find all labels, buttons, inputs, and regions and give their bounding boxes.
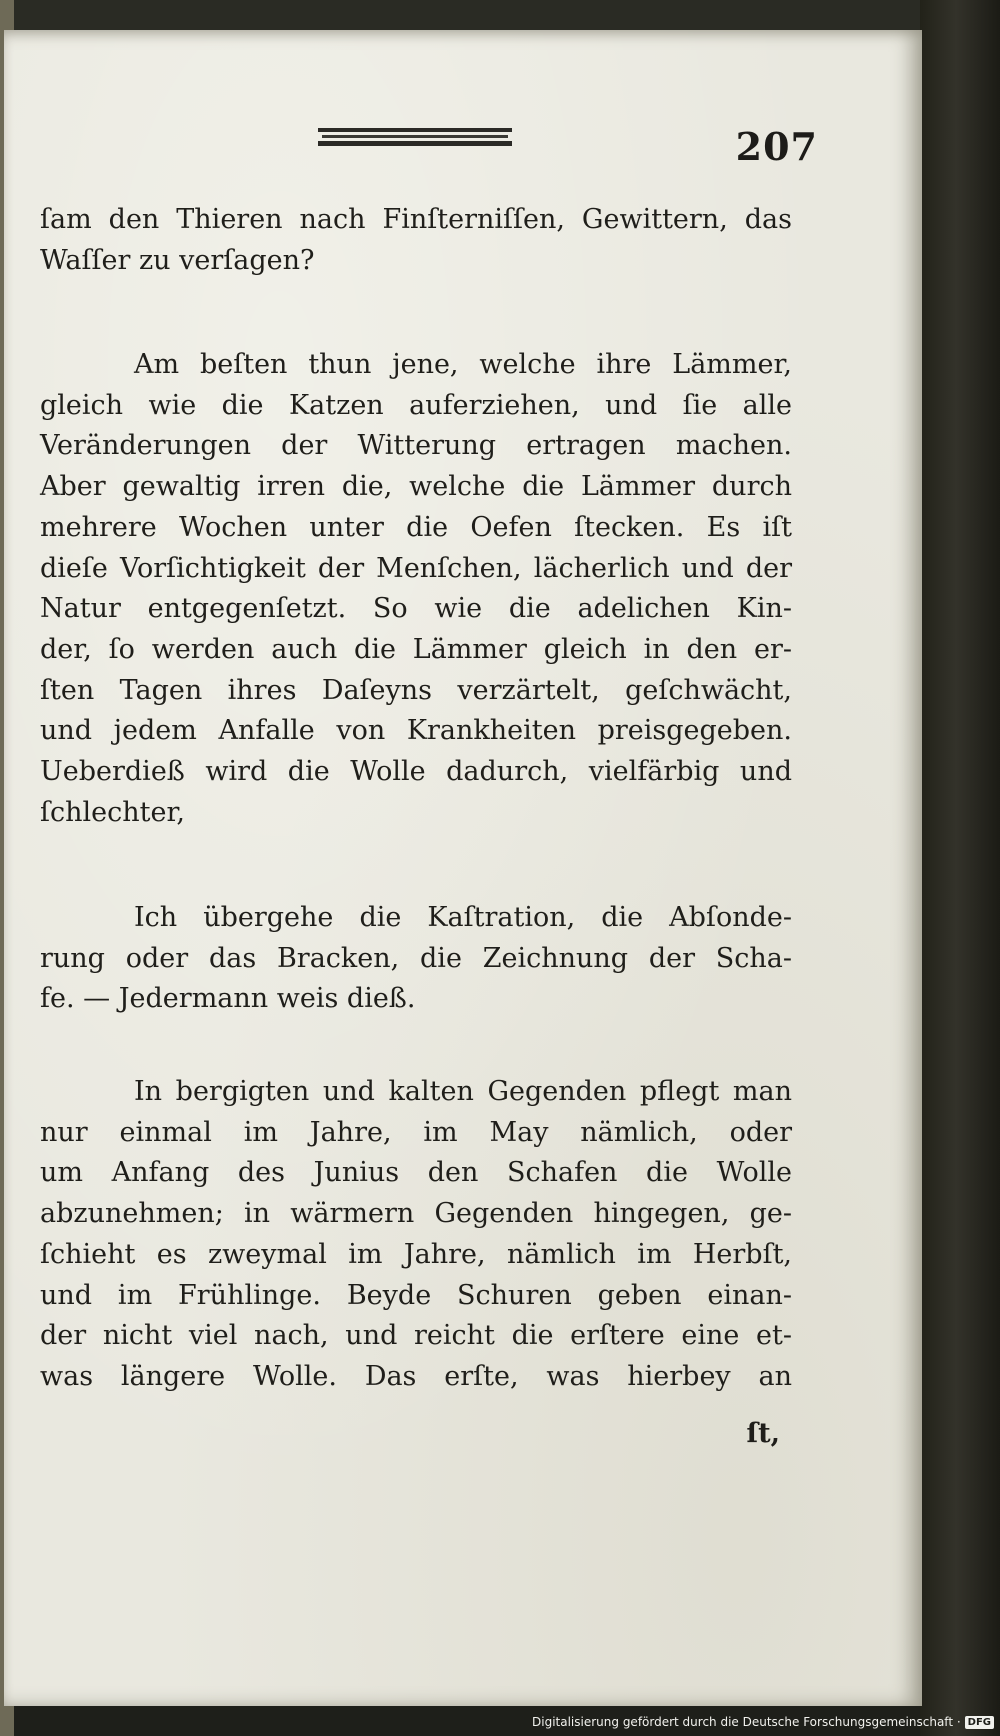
text-line: Natur entgegenſetzt. So wie die adelichen Kin- (40, 593, 792, 625)
text-line: Ueberdieß wird die Wolle dadurch, vielfärbig und (40, 756, 792, 788)
text-line: und im Frühlinge. Beyde Schuren geben einan- (40, 1279, 792, 1311)
text-line: Aber gewaltig irren die, welche die Lämmer durch (40, 471, 792, 503)
text-line: In bergigten und kalten Gegenden pflegt man (134, 1076, 792, 1107)
text-line: ſten Tagen ihres Daſeyns verzärtelt, geſchwächt, (40, 674, 792, 706)
text-line: abzunehmen; in wärmern Gegenden hingegen, ge- (40, 1198, 792, 1230)
book-spine (920, 0, 1000, 1736)
dfg-logo-icon: DFG (965, 1716, 994, 1729)
scan-backdrop-top (0, 0, 1000, 30)
text-line: Waſſer zu verſagen? (40, 244, 315, 276)
text-line: und jedem Anfalle von Krankheiten preisgegeben. (40, 715, 792, 747)
text-line: der, ſo werden auch die Lämmer gleich in den er- (40, 633, 792, 665)
paragraph-1 (40, 200, 792, 281)
text-line: ſam den Thieren nach Finſterniſſen, Gewittern, das (40, 204, 792, 235)
text-line: Am beſten thun jene, welche ihre Lämmer, (134, 349, 792, 380)
catchword: ſt, (746, 1418, 780, 1449)
text-line: nur einmal im Jahre, im May nämlich, oder (40, 1116, 792, 1148)
text-line: ſchieht es zweymal im Jahre, nämlich im Herbſt, (40, 1238, 792, 1270)
text-line: der nicht viel nach, und reicht die erſtere eine et- (40, 1320, 792, 1352)
footer-credit-text: Digitalisierung gefördert durch die Deutsche Forschungsgemeinschaft · (532, 1715, 961, 1729)
paragraph-4 (40, 1072, 792, 1398)
text-line: Veränderungen der Witterung ertragen machen. (40, 430, 792, 462)
text-line: um Anfang des Junius den Schafen die Wolle (40, 1157, 792, 1189)
text-line: mehrere Wochen unter die Oefen ſtecken. Es iſt (40, 511, 792, 543)
text-line: was längere Wolle. Das erſte, was hierbey an (40, 1360, 792, 1392)
header-ornament-rule (318, 128, 512, 148)
text-line: Ich übergehe die Kaſtration, die Abſonde- (134, 902, 792, 933)
text-line: rung oder das Bracken, die Zeichnung der Scha- (40, 942, 792, 974)
text-line: dieſe Vorſichtigkeit der Menſchen, lächerlich und der (40, 552, 792, 584)
text-line: ſchlechter, (40, 796, 185, 828)
page-number: 207 (735, 124, 818, 169)
text-line: gleich wie die Katzen auferziehen, und ſie alle (40, 389, 792, 421)
paragraph-3 (40, 898, 792, 1020)
text-line: fe. — Jedermann weis dieß. (40, 983, 416, 1015)
digitization-footer (532, 1712, 994, 1732)
paragraph-2 (40, 345, 792, 833)
